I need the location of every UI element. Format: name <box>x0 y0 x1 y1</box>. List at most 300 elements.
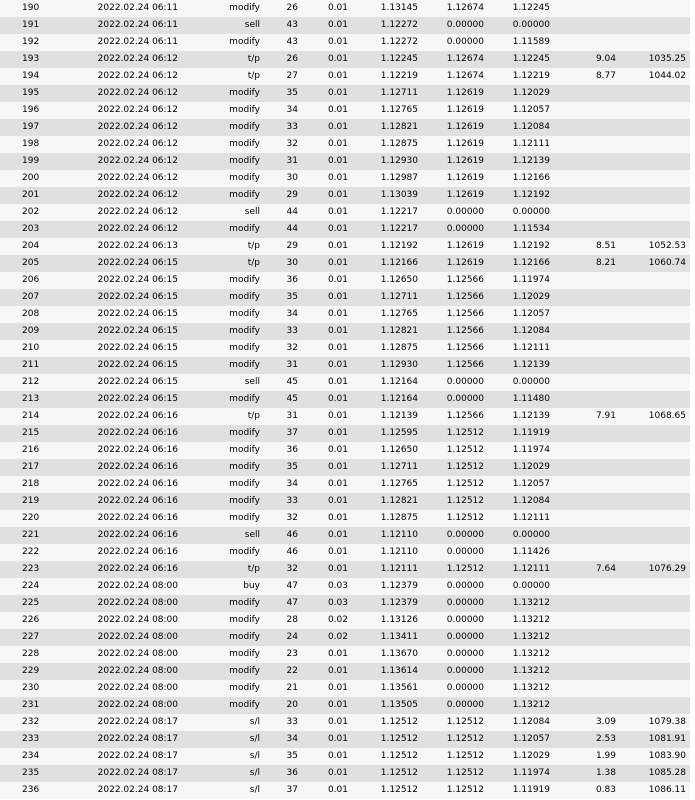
time-cell: 2022.02.24 08:00 <box>52 697 184 714</box>
profit-cell <box>556 153 622 170</box>
row-number: 236 <box>0 782 52 799</box>
order-cell: 44 <box>266 204 304 221</box>
size-cell: 0.01 <box>304 17 354 34</box>
time-cell: 2022.02.24 06:16 <box>52 459 184 476</box>
stop-loss-cell: 0.00000 <box>424 17 490 34</box>
price-cell: 1.12765 <box>354 306 424 323</box>
price-cell: 1.12875 <box>354 340 424 357</box>
row-number: 215 <box>0 425 52 442</box>
type-cell: s/l <box>184 714 266 731</box>
size-cell: 0.03 <box>304 578 354 595</box>
type-cell: modify <box>184 697 266 714</box>
balance-cell <box>622 102 690 119</box>
balance-cell: 1052.53 <box>622 238 690 255</box>
balance-cell <box>622 510 690 527</box>
row-number: 206 <box>0 272 52 289</box>
stop-loss-cell: 0.00000 <box>424 391 490 408</box>
balance-cell <box>622 544 690 561</box>
take-profit-cell: 1.12057 <box>490 306 556 323</box>
table-row <box>0 102 690 119</box>
order-cell: 34 <box>266 731 304 748</box>
type-cell: s/l <box>184 765 266 782</box>
balance-cell: 1081.91 <box>622 731 690 748</box>
profit-cell: 7.64 <box>556 561 622 578</box>
profit-cell <box>556 442 622 459</box>
size-cell: 0.01 <box>304 34 354 51</box>
balance-cell <box>622 187 690 204</box>
balance-cell <box>622 595 690 612</box>
time-cell: 2022.02.24 06:12 <box>52 187 184 204</box>
take-profit-cell: 1.12192 <box>490 238 556 255</box>
time-cell: 2022.02.24 06:12 <box>52 102 184 119</box>
take-profit-cell: 1.11974 <box>490 272 556 289</box>
size-cell: 0.01 <box>304 306 354 323</box>
stop-loss-cell: 1.12619 <box>424 136 490 153</box>
size-cell: 0.01 <box>304 170 354 187</box>
price-cell: 1.12821 <box>354 323 424 340</box>
take-profit-cell: 1.11919 <box>490 425 556 442</box>
order-cell: 47 <box>266 595 304 612</box>
type-cell: modify <box>184 323 266 340</box>
type-cell: buy <box>184 578 266 595</box>
order-cell: 31 <box>266 357 304 374</box>
price-cell: 1.12512 <box>354 731 424 748</box>
stop-loss-cell: 1.12566 <box>424 323 490 340</box>
price-cell: 1.12512 <box>354 782 424 799</box>
stop-loss-cell: 0.00000 <box>424 374 490 391</box>
table-row <box>0 476 690 493</box>
type-cell: modify <box>184 476 266 493</box>
size-cell: 0.01 <box>304 68 354 85</box>
balance-cell <box>622 425 690 442</box>
order-cell: 32 <box>266 510 304 527</box>
price-cell: 1.12650 <box>354 272 424 289</box>
size-cell: 0.01 <box>304 510 354 527</box>
order-cell: 29 <box>266 238 304 255</box>
balance-cell <box>622 357 690 374</box>
type-cell: modify <box>184 187 266 204</box>
order-cell: 35 <box>266 289 304 306</box>
size-cell: 0.01 <box>304 238 354 255</box>
size-cell: 0.01 <box>304 714 354 731</box>
take-profit-cell: 1.11919 <box>490 782 556 799</box>
table-row <box>0 748 690 765</box>
row-number: 221 <box>0 527 52 544</box>
stop-loss-cell: 0.00000 <box>424 629 490 646</box>
row-number: 203 <box>0 221 52 238</box>
table-row <box>0 357 690 374</box>
profit-cell <box>556 425 622 442</box>
row-number: 227 <box>0 629 52 646</box>
size-cell: 0.02 <box>304 612 354 629</box>
order-cell: 28 <box>266 612 304 629</box>
order-cell: 31 <box>266 153 304 170</box>
balance-cell <box>622 442 690 459</box>
profit-cell <box>556 102 622 119</box>
table-row <box>0 663 690 680</box>
take-profit-cell: 1.12111 <box>490 510 556 527</box>
profit-cell <box>556 595 622 612</box>
type-cell: modify <box>184 459 266 476</box>
order-cell: 23 <box>266 646 304 663</box>
stop-loss-cell: 1.12512 <box>424 510 490 527</box>
size-cell: 0.01 <box>304 340 354 357</box>
size-cell: 0.01 <box>304 544 354 561</box>
profit-cell: 3.09 <box>556 714 622 731</box>
price-cell: 1.12139 <box>354 408 424 425</box>
order-cell: 46 <box>266 527 304 544</box>
size-cell: 0.01 <box>304 493 354 510</box>
type-cell: sell <box>184 527 266 544</box>
take-profit-cell: 1.11589 <box>490 34 556 51</box>
take-profit-cell: 1.12057 <box>490 476 556 493</box>
stop-loss-cell: 0.00000 <box>424 221 490 238</box>
time-cell: 2022.02.24 06:12 <box>52 68 184 85</box>
time-cell: 2022.02.24 06:12 <box>52 85 184 102</box>
stop-loss-cell: 1.12619 <box>424 170 490 187</box>
balance-cell <box>622 680 690 697</box>
take-profit-cell: 1.12029 <box>490 289 556 306</box>
take-profit-cell: 1.13212 <box>490 697 556 714</box>
time-cell: 2022.02.24 06:15 <box>52 272 184 289</box>
stop-loss-cell: 1.12566 <box>424 272 490 289</box>
balance-cell <box>622 646 690 663</box>
table-row <box>0 85 690 102</box>
table-row <box>0 340 690 357</box>
stop-loss-cell: 1.12674 <box>424 68 490 85</box>
type-cell: t/p <box>184 238 266 255</box>
time-cell: 2022.02.24 06:16 <box>52 510 184 527</box>
take-profit-cell: 1.12166 <box>490 255 556 272</box>
take-profit-cell: 1.11426 <box>490 544 556 561</box>
time-cell: 2022.02.24 06:12 <box>52 119 184 136</box>
size-cell: 0.01 <box>304 646 354 663</box>
stop-loss-cell: 0.00000 <box>424 680 490 697</box>
type-cell: t/p <box>184 68 266 85</box>
row-number: 200 <box>0 170 52 187</box>
price-cell: 1.12245 <box>354 51 424 68</box>
balance-cell <box>622 374 690 391</box>
stop-loss-cell: 0.00000 <box>424 578 490 595</box>
order-cell: 26 <box>266 51 304 68</box>
stop-loss-cell: 1.12512 <box>424 476 490 493</box>
time-cell: 2022.02.24 06:15 <box>52 391 184 408</box>
size-cell: 0.01 <box>304 697 354 714</box>
table-row <box>0 680 690 697</box>
price-cell: 1.12379 <box>354 578 424 595</box>
time-cell: 2022.02.24 06:15 <box>52 357 184 374</box>
price-cell: 1.13561 <box>354 680 424 697</box>
size-cell: 0.01 <box>304 85 354 102</box>
profit-cell <box>556 697 622 714</box>
size-cell: 0.01 <box>304 357 354 374</box>
profit-cell <box>556 17 622 34</box>
stop-loss-cell: 1.12512 <box>424 425 490 442</box>
order-cell: 43 <box>266 17 304 34</box>
balance-cell <box>622 204 690 221</box>
table-row <box>0 306 690 323</box>
type-cell: modify <box>184 85 266 102</box>
size-cell: 0.01 <box>304 561 354 578</box>
time-cell: 2022.02.24 06:12 <box>52 136 184 153</box>
size-cell: 0.01 <box>304 255 354 272</box>
stop-loss-cell: 1.12619 <box>424 238 490 255</box>
stop-loss-cell: 1.12512 <box>424 459 490 476</box>
table-row <box>0 544 690 561</box>
table-row <box>0 714 690 731</box>
time-cell: 2022.02.24 06:11 <box>52 17 184 34</box>
price-cell: 1.12875 <box>354 510 424 527</box>
order-cell: 37 <box>266 425 304 442</box>
time-cell: 2022.02.24 06:16 <box>52 476 184 493</box>
time-cell: 2022.02.24 06:16 <box>52 408 184 425</box>
type-cell: t/p <box>184 408 266 425</box>
take-profit-cell: 1.12219 <box>490 68 556 85</box>
time-cell: 2022.02.24 08:00 <box>52 646 184 663</box>
balance-cell <box>622 578 690 595</box>
row-number: 191 <box>0 17 52 34</box>
price-cell: 1.12987 <box>354 170 424 187</box>
stop-loss-cell: 0.00000 <box>424 544 490 561</box>
profit-cell: 8.77 <box>556 68 622 85</box>
price-cell: 1.12217 <box>354 221 424 238</box>
take-profit-cell: 1.12057 <box>490 731 556 748</box>
size-cell: 0.01 <box>304 119 354 136</box>
order-cell: 34 <box>266 306 304 323</box>
size-cell: 0.01 <box>304 289 354 306</box>
price-cell: 1.12192 <box>354 238 424 255</box>
stop-loss-cell: 1.12566 <box>424 306 490 323</box>
profit-cell <box>556 34 622 51</box>
profit-cell <box>556 272 622 289</box>
take-profit-cell: 1.12057 <box>490 102 556 119</box>
profit-cell <box>556 306 622 323</box>
time-cell: 2022.02.24 06:12 <box>52 204 184 221</box>
order-cell: 30 <box>266 255 304 272</box>
price-cell: 1.12272 <box>354 34 424 51</box>
type-cell: modify <box>184 306 266 323</box>
price-cell: 1.12219 <box>354 68 424 85</box>
time-cell: 2022.02.24 06:16 <box>52 527 184 544</box>
take-profit-cell: 1.12245 <box>490 0 556 17</box>
stop-loss-cell: 0.00000 <box>424 612 490 629</box>
balance-cell: 1076.29 <box>622 561 690 578</box>
row-number: 224 <box>0 578 52 595</box>
price-cell: 1.12111 <box>354 561 424 578</box>
balance-cell <box>622 85 690 102</box>
table-row <box>0 119 690 136</box>
price-cell: 1.12711 <box>354 85 424 102</box>
type-cell: modify <box>184 221 266 238</box>
type-cell: modify <box>184 510 266 527</box>
stop-loss-cell: 1.12619 <box>424 153 490 170</box>
time-cell: 2022.02.24 06:15 <box>52 306 184 323</box>
table-row <box>0 731 690 748</box>
profit-cell: 8.51 <box>556 238 622 255</box>
price-cell: 1.13145 <box>354 0 424 17</box>
type-cell: sell <box>184 374 266 391</box>
profit-cell <box>556 221 622 238</box>
table-row <box>0 527 690 544</box>
profit-cell <box>556 170 622 187</box>
stop-loss-cell: 1.12674 <box>424 0 490 17</box>
balance-cell <box>622 119 690 136</box>
row-number: 212 <box>0 374 52 391</box>
price-cell: 1.13126 <box>354 612 424 629</box>
order-cell: 29 <box>266 187 304 204</box>
time-cell: 2022.02.24 06:16 <box>52 544 184 561</box>
price-cell: 1.13670 <box>354 646 424 663</box>
stop-loss-cell: 1.12512 <box>424 731 490 748</box>
take-profit-cell: 1.13212 <box>490 612 556 629</box>
time-cell: 2022.02.24 06:15 <box>52 289 184 306</box>
row-number: 231 <box>0 697 52 714</box>
order-cell: 26 <box>266 0 304 17</box>
profit-cell <box>556 663 622 680</box>
price-cell: 1.12821 <box>354 493 424 510</box>
take-profit-cell: 1.12084 <box>490 323 556 340</box>
take-profit-cell: 0.00000 <box>490 527 556 544</box>
table-row <box>0 612 690 629</box>
row-number: 192 <box>0 34 52 51</box>
balance-cell <box>622 612 690 629</box>
type-cell: t/p <box>184 51 266 68</box>
time-cell: 2022.02.24 06:15 <box>52 323 184 340</box>
take-profit-cell: 1.12192 <box>490 187 556 204</box>
stop-loss-cell: 0.00000 <box>424 527 490 544</box>
type-cell: modify <box>184 153 266 170</box>
table-row <box>0 697 690 714</box>
price-cell: 1.12595 <box>354 425 424 442</box>
order-cell: 45 <box>266 374 304 391</box>
price-cell: 1.12930 <box>354 153 424 170</box>
time-cell: 2022.02.24 06:11 <box>52 34 184 51</box>
price-cell: 1.12164 <box>354 374 424 391</box>
order-cell: 33 <box>266 323 304 340</box>
row-number: 190 <box>0 0 52 17</box>
price-cell: 1.13039 <box>354 187 424 204</box>
size-cell: 0.01 <box>304 663 354 680</box>
time-cell: 2022.02.24 08:17 <box>52 731 184 748</box>
order-cell: 32 <box>266 561 304 578</box>
size-cell: 0.01 <box>304 204 354 221</box>
stop-loss-cell: 0.00000 <box>424 663 490 680</box>
order-cell: 35 <box>266 748 304 765</box>
type-cell: sell <box>184 17 266 34</box>
stop-loss-cell: 1.12512 <box>424 748 490 765</box>
balance-cell <box>622 34 690 51</box>
balance-cell <box>622 153 690 170</box>
order-cell: 24 <box>266 629 304 646</box>
take-profit-cell: 1.11974 <box>490 442 556 459</box>
take-profit-cell: 0.00000 <box>490 17 556 34</box>
order-cell: 30 <box>266 170 304 187</box>
profit-cell <box>556 187 622 204</box>
time-cell: 2022.02.24 06:16 <box>52 442 184 459</box>
type-cell: t/p <box>184 255 266 272</box>
table-row <box>0 561 690 578</box>
size-cell: 0.03 <box>304 595 354 612</box>
row-number: 208 <box>0 306 52 323</box>
profit-cell <box>556 629 622 646</box>
table-row <box>0 442 690 459</box>
table-row <box>0 68 690 85</box>
balance-cell: 1085.28 <box>622 765 690 782</box>
size-cell: 0.01 <box>304 782 354 799</box>
row-number: 217 <box>0 459 52 476</box>
balance-cell <box>622 493 690 510</box>
stop-loss-cell: 1.12512 <box>424 782 490 799</box>
stop-loss-cell: 1.12619 <box>424 119 490 136</box>
stop-loss-cell: 1.12619 <box>424 85 490 102</box>
table-row <box>0 629 690 646</box>
order-cell: 20 <box>266 697 304 714</box>
row-number: 226 <box>0 612 52 629</box>
take-profit-cell: 1.11480 <box>490 391 556 408</box>
take-profit-cell: 1.12245 <box>490 51 556 68</box>
order-cell: 33 <box>266 714 304 731</box>
table-row <box>0 595 690 612</box>
take-profit-cell: 1.12111 <box>490 340 556 357</box>
order-cell: 31 <box>266 408 304 425</box>
row-number: 204 <box>0 238 52 255</box>
size-cell: 0.01 <box>304 51 354 68</box>
price-cell: 1.13411 <box>354 629 424 646</box>
order-cell: 43 <box>266 34 304 51</box>
profit-cell <box>556 476 622 493</box>
order-cell: 34 <box>266 476 304 493</box>
table-row <box>0 646 690 663</box>
balance-cell <box>622 170 690 187</box>
stop-loss-cell: 1.12619 <box>424 102 490 119</box>
balance-cell <box>622 272 690 289</box>
balance-cell <box>622 527 690 544</box>
stop-loss-cell: 0.00000 <box>424 646 490 663</box>
take-profit-cell: 1.12029 <box>490 748 556 765</box>
take-profit-cell: 1.12166 <box>490 170 556 187</box>
type-cell: s/l <box>184 731 266 748</box>
balance-cell <box>622 629 690 646</box>
order-cell: 21 <box>266 680 304 697</box>
stop-loss-cell: 0.00000 <box>424 595 490 612</box>
type-cell: modify <box>184 629 266 646</box>
size-cell: 0.01 <box>304 374 354 391</box>
price-cell: 1.12875 <box>354 136 424 153</box>
balance-cell <box>622 0 690 17</box>
type-cell: modify <box>184 102 266 119</box>
order-cell: 33 <box>266 493 304 510</box>
price-cell: 1.12512 <box>354 748 424 765</box>
table-row <box>0 34 690 51</box>
type-cell: s/l <box>184 782 266 799</box>
row-number: 223 <box>0 561 52 578</box>
order-cell: 34 <box>266 102 304 119</box>
price-cell: 1.12930 <box>354 357 424 374</box>
type-cell: modify <box>184 544 266 561</box>
row-number: 193 <box>0 51 52 68</box>
type-cell: modify <box>184 442 266 459</box>
row-number: 219 <box>0 493 52 510</box>
profit-cell <box>556 136 622 153</box>
profit-cell <box>556 289 622 306</box>
size-cell: 0.01 <box>304 221 354 238</box>
balance-cell: 1060.74 <box>622 255 690 272</box>
price-cell: 1.12166 <box>354 255 424 272</box>
row-number: 207 <box>0 289 52 306</box>
table-row <box>0 187 690 204</box>
stop-loss-cell: 1.12566 <box>424 408 490 425</box>
table-row <box>0 510 690 527</box>
